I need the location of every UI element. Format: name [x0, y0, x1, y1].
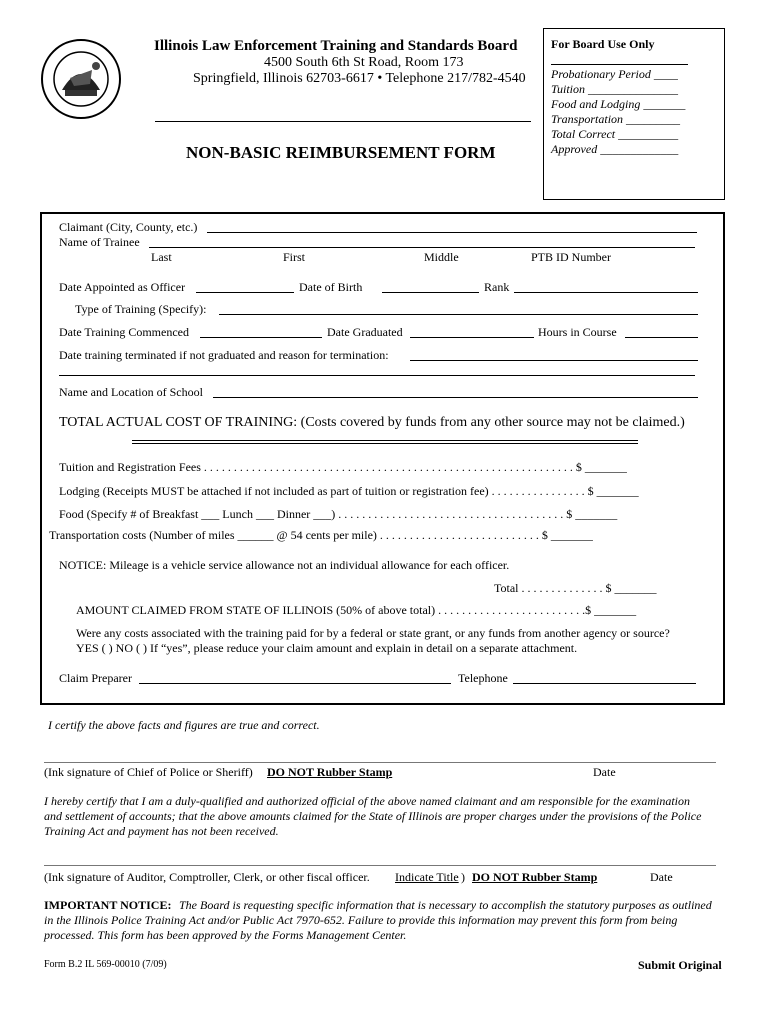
indicate-title: Indicate Title — [395, 870, 459, 884]
org-address: 4500 South 6th St Road, Room 173 — [264, 55, 464, 70]
chief-signature-label: (Ink signature of Chief of Police or Sheriff) — [44, 765, 253, 779]
auditor-signature-line[interactable] — [44, 865, 716, 866]
school-label: Name and Location of School — [59, 385, 203, 399]
grant-answer: YES ( ) NO ( ) If “yes”, please reduce your claim amount and explain in detail on a separate attachment. — [76, 641, 578, 655]
important-text-2: in the Illinois Police Training Act and/or Public Act 7970-652. Failure to provide this information may prevent this form from being — [44, 913, 678, 927]
officer-cert-line-3: Training Act and payment has not been received. — [44, 824, 279, 838]
food-line: Food (Specify # of Breakfast ___ Lunch ___ Dinner ___) . . . . . . . . . . . . . . . . . . . . . . . . . . . . . . . . . . . . . . $ _______ — [59, 507, 618, 521]
hours-input[interactable] — [625, 337, 698, 338]
important-text-3: processed. This form has been approved by the Forms Management Center. — [44, 928, 407, 942]
trainee-label: Name of Trainee — [59, 235, 140, 249]
dob-label: Date of Birth — [299, 280, 363, 294]
rank-label: Rank — [484, 280, 510, 294]
dob-input[interactable] — [382, 292, 479, 293]
board-use-item: Approved _____________ — [551, 142, 679, 156]
claimant-input[interactable] — [207, 232, 697, 233]
name-part-ptb: PTB ID Number — [531, 250, 611, 264]
terminated-label: Date training terminated if not graduated and reason for termination: — [59, 348, 389, 362]
officer-cert-line-2: and settlement of accounts; that the above amounts claimed for the State of Illinois are proper charges under the provisions of the Police — [44, 809, 702, 823]
chief-no-stamp: DO NOT Rubber Stamp — [267, 765, 393, 779]
appointed-label: Date Appointed as Officer — [59, 280, 186, 294]
indicate-title-paren: ) — [461, 870, 465, 884]
costs-double-rule-1 — [132, 440, 638, 441]
commenced-label: Date Training Commenced — [59, 325, 189, 339]
important-text-1: The Board is requesting specific information that is necessary to accomplish the statutory purposes as outlined — [179, 898, 712, 912]
board-use-item: Total Correct __________ — [551, 127, 679, 141]
auditor-no-stamp: DO NOT Rubber Stamp — [472, 870, 598, 884]
grant-question: Were any costs associated with the training paid for by a federal or state grant, or any funds from another agency or source? — [76, 626, 670, 640]
appointed-input[interactable] — [196, 292, 294, 293]
certify-text: I certify the above facts and figures are true and correct. — [48, 718, 320, 732]
mileage-notice: NOTICE: Mileage is a vehicle service allowance not an individual allowance for each officer. — [59, 558, 510, 572]
name-part-first: First — [283, 250, 306, 264]
training-type-label: Type of Training (Specify): — [75, 302, 207, 316]
commenced-input[interactable] — [200, 337, 322, 338]
telephone-input[interactable] — [513, 683, 696, 684]
school-input[interactable] — [213, 397, 698, 398]
telephone-label: Telephone — [458, 671, 508, 685]
tuition-line: Tuition and Registration Fees . . . . . . . . . . . . . . . . . . . . . . . . . . . . . . . . . . . . . . . . . . . . . . . . . . . . . . . . . . . . . . $ _______ — [59, 460, 627, 474]
org-city-phone: Springfield, Illinois 62703-6617 • Telephone 217/782-4540 — [193, 71, 526, 86]
claimant-label: Claimant (City, County, etc.) — [59, 220, 198, 234]
officer-cert-line-1: I hereby certify that I am a duly-qualified and authorized official of the above named claimant and am responsible for the examination — [44, 794, 690, 808]
auditor-date-label: Date — [650, 870, 673, 884]
form-title: NON-BASIC REIMBURSEMENT FORM — [186, 143, 496, 162]
amount-claimed-line: AMOUNT CLAIMED FROM STATE OF ILLINOIS (50% of above total) . . . . . . . . . . . . . . . . . . . . . . . . .$ _______ — [76, 603, 637, 617]
chief-date-label: Date — [593, 765, 616, 779]
header-rule — [155, 121, 531, 122]
training-type-input[interactable] — [219, 314, 698, 315]
hours-label: Hours in Course — [538, 325, 617, 339]
total-line: Total . . . . . . . . . . . . . . $ _______ — [494, 581, 657, 595]
transportation-line: Transportation costs (Number of miles ______ @ 54 cents per mile) . . . . . . . . . . . . . . . . . . . . . . . . . . . $ _______ — [49, 528, 593, 542]
board-use-item: Probationary Period ____ — [551, 67, 678, 81]
state-seal-icon — [40, 38, 122, 120]
important-label: IMPORTANT NOTICE: — [44, 898, 172, 912]
graduated-label: Date Graduated — [327, 325, 403, 339]
costs-heading: TOTAL ACTUAL COST OF TRAINING: (Costs covered by funds from any other source may not be claimed.) — [59, 415, 685, 430]
board-use-item: Food and Lodging _______ — [551, 97, 686, 111]
chief-signature-line[interactable] — [44, 762, 716, 763]
name-part-middle: Middle — [424, 250, 459, 264]
board-use-item: Tuition _______________ — [551, 82, 679, 96]
trainee-name-input[interactable] — [149, 247, 695, 248]
auditor-signature-label: (Ink signature of Auditor, Comptroller, Clerk, or other fiscal officer. — [44, 870, 370, 884]
form-number: Form B.2 IL 569-00010 (7/09) — [44, 959, 167, 970]
board-use-item: Transportation _________ — [551, 112, 681, 126]
preparer-input[interactable] — [139, 683, 451, 684]
submit-original: Submit Original — [638, 958, 722, 972]
lodging-line: Lodging (Receipts MUST be attached if not included as part of tuition or registration fee) . . . . . . . . . . . . . . . . $ _______ — [59, 484, 639, 498]
name-part-last: Last — [151, 250, 172, 264]
board-use-title: For Board Use Only — [551, 37, 655, 51]
terminated-input-2[interactable] — [59, 375, 695, 376]
org-name: Illinois Law Enforcement Training and Standards Board — [154, 38, 518, 54]
costs-double-rule-2 — [132, 443, 638, 444]
preparer-label: Claim Preparer — [59, 671, 132, 685]
terminated-input-1[interactable] — [410, 360, 698, 361]
rank-input[interactable] — [514, 292, 698, 293]
board-use-rule — [551, 64, 688, 65]
graduated-input[interactable] — [410, 337, 534, 338]
